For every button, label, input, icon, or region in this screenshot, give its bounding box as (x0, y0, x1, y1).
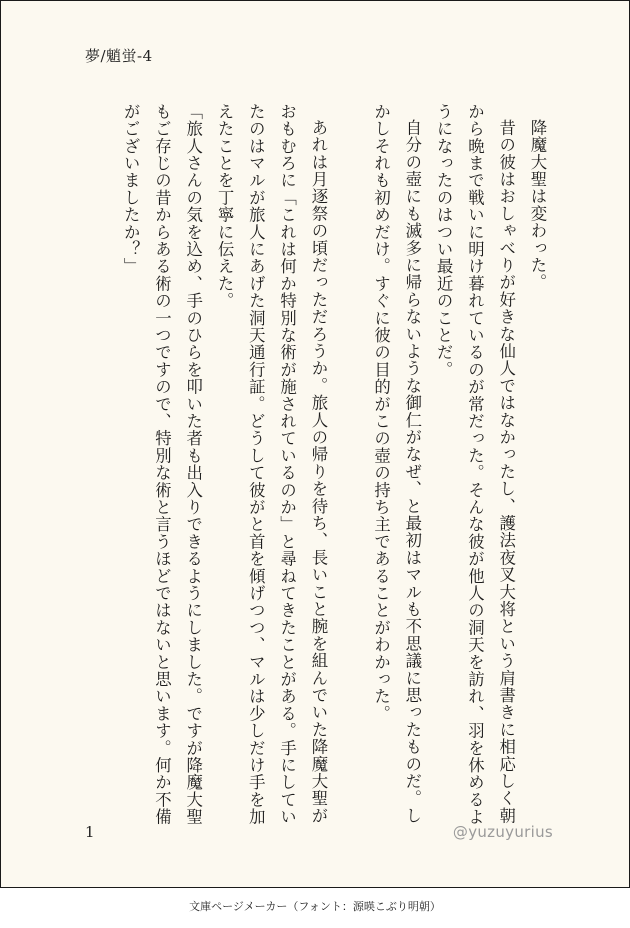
paragraph-2: 昔の彼はおしゃべりが好きな仙人ではなかったし、護法夜叉大将という肩書きに相応しく朝から晩まで戦いに明け暮れているのが常だった。そんな彼が他人の洞天を訪れ、羽を休めるようになったのはつい最近のことだ。 (434, 103, 516, 826)
paragraph-1: 降魔大聖は変わった。 (528, 119, 547, 292)
blank-line-separator (334, 103, 365, 839)
vertical-body-text (115, 103, 553, 839)
paragraph-4: あれは月逐祭の頃だっただろうか。旅人の帰りを待ち、長いこと腕を組んでいた降魔大聖がおもむろに「これは何か特別な術が施されているのか」と尋ねてきたことがある。手にしていたのはマルが旅人にあげた洞天通行証。どうして彼がと首を傾げつつ、マルは少しだけ手を加えたことを丁寧に伝えた。 (215, 103, 328, 826)
author-handle: @yuzuyurius (452, 823, 553, 841)
page-number: 1 (85, 823, 95, 841)
paragraph-3: 自分の壺にも滅多に帰らないような御仁がなぜ、と最初はマルも不思議に思ったものだ。しかしそれも初めだけ。すぐに彼の目的がこの壺の持ち主であることがわかった。 (371, 103, 422, 825)
page-header-title: 夢/魈蛍-4 (85, 47, 153, 65)
footer-caption: 文庫ページメーカー（フォント：源暎こぶり明朝） (189, 900, 441, 913)
paragraph-5-dialogue: 「旅人さんの気を込め、手のひらを叩いた者も出入りできるようにしました。ですが降魔大聖もご存じの昔からある術の一つですので、特別な術と言うほどではないと思います。何か不備がございましたか？」 (121, 103, 203, 826)
